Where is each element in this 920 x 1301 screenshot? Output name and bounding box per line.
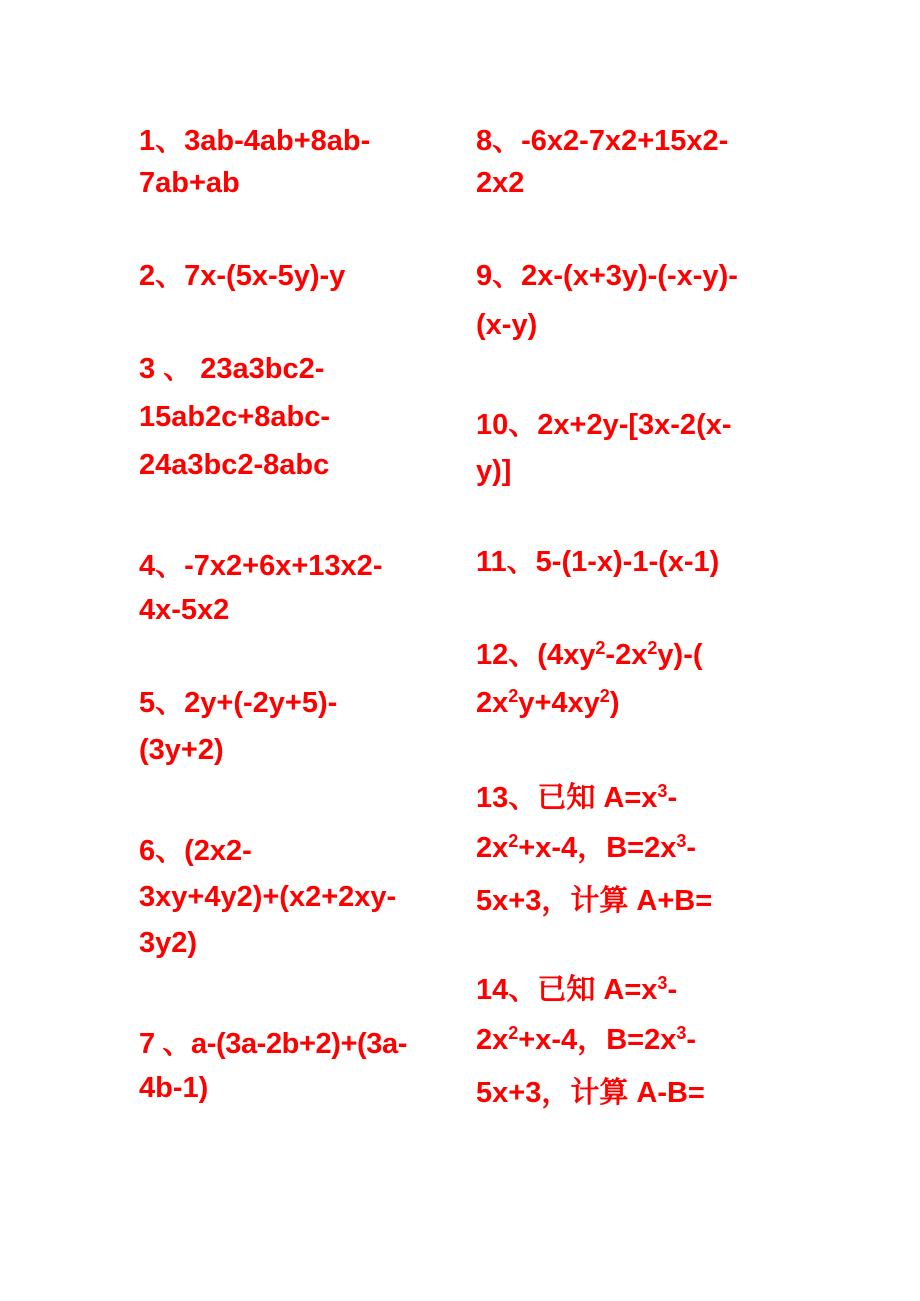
problem-6-line-3: 3y2) [139,927,198,959]
problem-8-line-1: 8、-6x2-7x2+15x2- [476,125,729,157]
problem-11-line-1: 11、5-(1-x)-1-(x-1) [476,546,720,578]
problem-14-line-1: 14、已知 $A=x^3-$ [476,973,678,1006]
problem-14-line-3: 5x+3，计算 A-B= [476,1077,705,1109]
problem-10-line-2: y)] [476,455,512,487]
problem-6-line-1: 6、(2x2- [139,835,252,867]
problem-5-line-1: 5、2y+(-2y+5)- [139,687,338,719]
problem-14-line-2: $2x^2+x-4$，$B=2x^3-$ [476,1023,697,1056]
problem-7-line-1: 7 、a-(3a-2b+2)+(3a- [139,1028,408,1060]
problem-13-line-2: $2x^2+x-4$，$B=2x^3-$ [476,831,697,864]
problem-2-line-1: 2、7x-(5x-5y)-y [139,260,346,292]
problem-9-line-1: 9、2x-(x+3y)-(-x-y)- [476,260,738,292]
problem-10-line-1: 10、2x+2y-[3x-2(x- [476,409,732,441]
problem-4-line-2: 4x-5x2 [139,594,230,626]
problem-12-line-2: $2x^2y+4xy^2$) [476,686,620,719]
problem-1-line-1: 1、3ab-4ab+8ab- [139,125,371,157]
problem-1-line-2: 7ab+ab [139,167,240,199]
problem-3-line-2: 15ab2c+8abc- [139,401,331,433]
problem-13-line-1: 13、已知 $A=x^3-$ [476,781,678,814]
problem-4-line-1: 4、-7x2+6x+13x2- [139,550,383,582]
problem-3-line-1: 3 、 23a3bc2- [139,353,325,385]
problem-3-line-3: 24a3bc2-8abc [139,449,330,481]
problem-13-line-3: 5x+3，计算 A+B= [476,885,713,917]
problem-6-line-2: 3xy+4y2)+(x2+2xy- [139,881,397,913]
problem-7-line-2: 4b-1) [139,1072,209,1104]
problem-5-line-2: (3y+2) [139,734,224,766]
problem-8-line-2: 2x2 [476,167,525,199]
problem-12-line-1: 12、$(4xy^2-2x^2y)-$( [476,638,703,671]
problem-9-line-2: (x-y) [476,309,538,341]
